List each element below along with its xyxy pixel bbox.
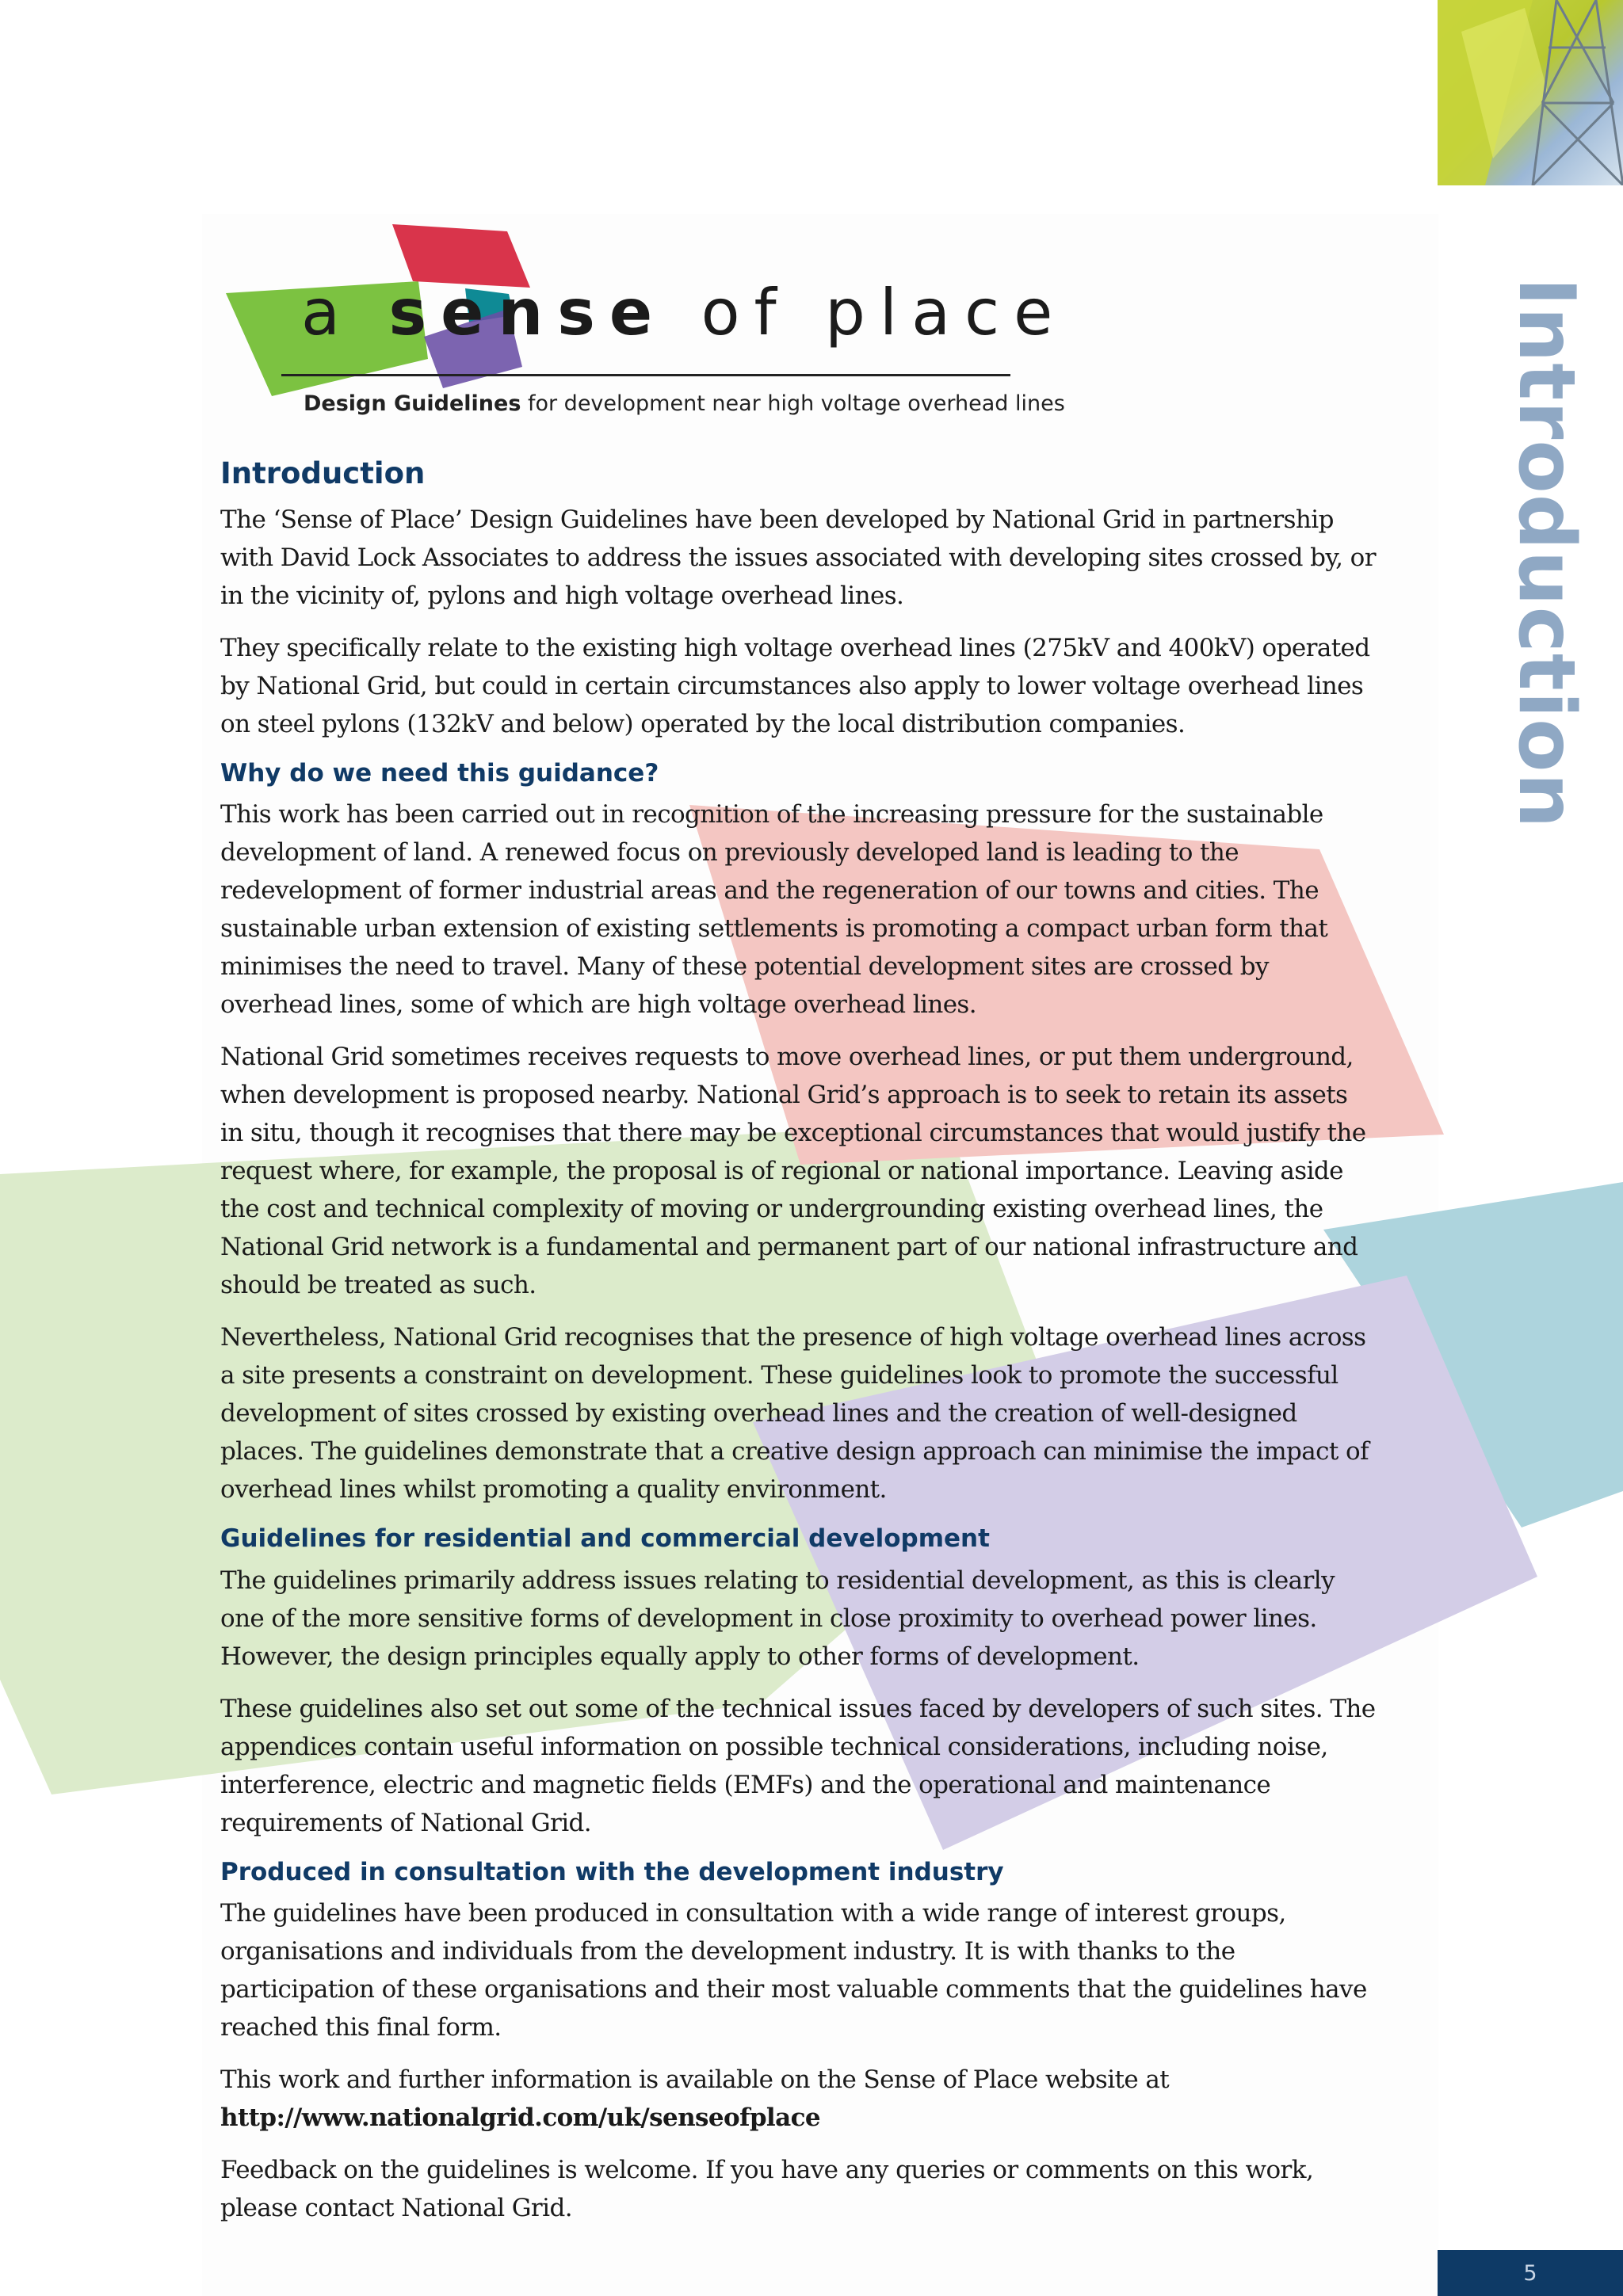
logo-word-a: a: [301, 276, 389, 349]
why-paragraph-3: Nevertheless, National Grid recognises that the presence of high voltage overhead lines across a site presents a constraint on development. These guidelines look to promote the successful development of sites crossed by existing overhead lines and the creation of well-designed places. The guidelines demonstrate that a creative design approach can minimise the impact of overhead lines whilst promoting a quality environment.: [220, 1323, 1369, 1505]
why-paragraph-1: This work has been carried out in recognition of the increasing pressure for the sustainable development of land. A renewed focus on previously developed land is leading to the redevelopment of former industrial areas and the regeneration of our towns and cities. The sustainable urban extension of existing settlements is promoting a compact urban form that minimises the need to travel. Many of these potential development sites are crossed by overhead lines, some of which are high voltage overhead lines.: [220, 800, 1328, 1020]
side-title: [1501, 277, 1601, 830]
consultation-paragraph-1: The guidelines have been produced in consultation with a wide range of interest groups, organisations and individuals from the development industry. It is with thanks to the participation of these organisations and their most valuable comments that the guidelines have reached this final form.: [220, 1898, 1367, 2042]
logo-wordmark: [301, 276, 1067, 349]
consultation-heading: Produced in consultation with the development industry: [220, 1857, 1004, 1886]
residential-paragraph-1: The guidelines primarily address issues relating to residential development, as this is clearly one of the more sensitive forms of development in close proximity to overhead power lines. However, the design principles equally apply to other forms of development.: [220, 1566, 1335, 1671]
main-content: [220, 455, 1377, 2241]
why-heading: Why do we need this guidance?: [220, 759, 659, 788]
pylon-image: [1438, 0, 1623, 185]
page-number: 5: [1438, 2250, 1623, 2296]
website-sentence: This work and further information is available on the Sense of Place website at: [220, 2065, 1170, 2094]
logo-word-of-place: of place: [666, 276, 1067, 349]
pylon-photo: [1438, 0, 1623, 185]
intro-paragraph-1: The ‘Sense of Place’ Design Guidelines have been developed by National Grid in partnership with David Lock Associates to address the issues associated with developing sites crossed by, or in the vicinity of, pylons and high voltage overhead lines.: [220, 505, 1376, 611]
logo-word-sense: sense: [388, 276, 667, 349]
intro-paragraph-2: They specifically relate to the existing high voltage overhead lines (275kV and 400kV) operated by National Grid, but could in certain circumstances also apply to lower voltage overhead lines on steel pylons (132kV and below) operated by the local distribution companies.: [220, 634, 1370, 739]
introduction-heading: Introduction: [220, 456, 426, 490]
website-link[interactable]: http://www.nationalgrid.com/uk/senseofplace: [220, 2103, 820, 2132]
sense-of-place-logo: [226, 218, 1067, 424]
consultation-paragraph-2: [220, 2061, 1377, 2137]
logo-subtitle-bold: Design Guidelines: [304, 391, 521, 416]
logo-underline: [281, 374, 1010, 376]
why-paragraph-2: National Grid sometimes receives requests to move overhead lines, or put them underground, when development is proposed nearby. National Grid’s approach is to seek to retain its assets in situ, though it recognises that there may be exceptional circumstances that would justify the request where, for example, the proposal is of regional or national importance. Leaving aside the cost and technical complexity of moving or undergrounding existing overhead lines, the National Grid network is a fundamental and permanent part of our national infrastructure and should be treated as such.: [220, 1043, 1366, 1300]
residential-heading: Guidelines for residential and commercial development: [220, 1524, 990, 1554]
logo-subtitle-rest: for development near high voltage overhead lines: [521, 391, 1065, 416]
logo-subtitle: [304, 391, 1065, 416]
residential-paragraph-2: These guidelines also set out some of the technical issues faced by developers of such sites. The appendices contain useful information on possible technical considerations, including noise, interference, electric and magnetic fields (EMFs) and the operational and maintenance requirements of National Grid.: [220, 1694, 1376, 1837]
consultation-paragraph-3: Feedback on the guidelines is welcome. If you have any queries or comments on this work, please contact National Grid.: [220, 2155, 1314, 2222]
side-title-text: Introduction: [1501, 277, 1591, 830]
